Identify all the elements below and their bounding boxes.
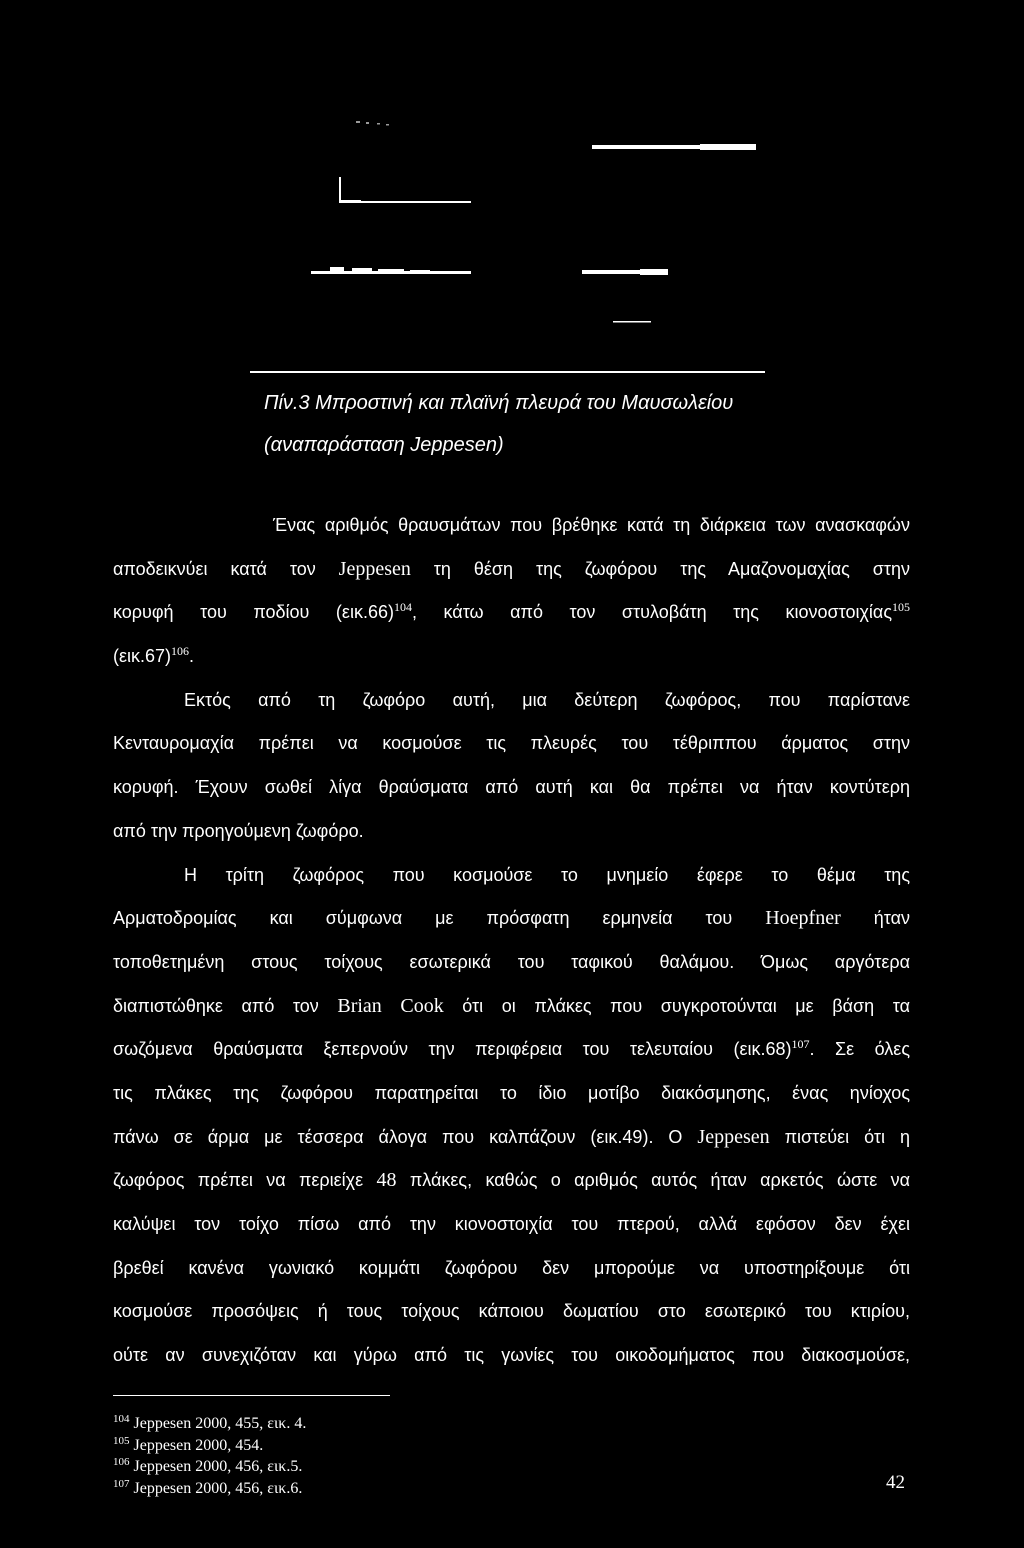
footnote (113, 1413, 306, 1435)
footnotes (113, 1413, 306, 1500)
text-segment: ότι οι πλάκες που συγκροτούνται με βάση τα (443, 995, 910, 1016)
text-segment: κοσμούσε προσόψεις ή τους τοίχους κάποιου δωματίου στο εσωτερικό του κτιρίου, (113, 1301, 910, 1322)
text-segment: κορυφή. Έχουν σωθεί λίγα θραύσματα από αυτή και θα πρέπει να ήταν κοντύτερη (113, 777, 910, 798)
text-segment: Ένας αριθμός θραυσμάτων που βρέθηκε κατά τη διάρκεια των ανασκαφών (273, 515, 910, 535)
figure-fragment-line (330, 267, 344, 274)
footnote-text: Jeppesen 2000, 454. (133, 1436, 264, 1454)
figure-fragment-mark (366, 122, 369, 124)
figure-fragment-line (378, 269, 404, 274)
text-segment: τοποθετημένη στους τοίχους εσωτερικά του ταφικού θαλάμου. Όμως αργότερα (113, 951, 910, 972)
author-name: Jeppesen (697, 1125, 770, 1148)
text-segment: Εκτός από τη ζωφόρο αυτή, μια δεύτερη ζωφόρος, που παρίστανε (184, 689, 910, 710)
text-line (113, 1159, 910, 1203)
paragraph (113, 854, 910, 1378)
caption-line: (αναπαράσταση Jeppesen) (264, 434, 504, 456)
text-line (113, 854, 910, 898)
footnote-ref-superscript: 107 (791, 1037, 810, 1052)
text-line (113, 1203, 910, 1247)
caption-rule (250, 371, 765, 373)
text-line (113, 504, 910, 548)
figure-fragment-line (640, 269, 668, 275)
figure-fragment-line (613, 321, 651, 323)
text-line (113, 591, 910, 635)
footnote-text: Jeppesen 2000, 456, εικ.6. (133, 1480, 303, 1498)
text-segment: , κάτω από τον στυλοβάτη της κιονοστοιχίας (411, 602, 892, 623)
caption-line: Πίν.3 Μπροστινή και πλαϊνή πλευρά του Μαυσωλείου (264, 392, 734, 414)
figure-fragment-mark (386, 124, 389, 126)
text-segment: ζωφόρος πρέπει να περιείχε (113, 1170, 377, 1191)
text-line (113, 1334, 910, 1378)
figure-fragment-line (410, 270, 430, 274)
text-line (113, 1290, 910, 1334)
text-line (113, 1247, 910, 1291)
number-value: 48 (376, 1169, 397, 1192)
footnote-text: Jeppesen 2000, 455, εικ. 4. (133, 1415, 307, 1432)
text-segment: πιστεύει ότι η (769, 1126, 910, 1147)
author-name: Brian Cook (337, 994, 444, 1017)
footnote-text: Jeppesen 2000, 456, εικ.5. (133, 1458, 303, 1476)
text-segment: βρεθεί κανένα γωνιακό κομμάτι ζωφόρου δεν μπορούμε να υποστηρίξουμε ότι (113, 1257, 910, 1278)
figure-fragment-line (339, 200, 361, 203)
text-segment: αποδεικνύει κατά τον (113, 558, 339, 579)
footnote (113, 1456, 306, 1478)
text-line (113, 635, 910, 679)
text-segment: ήταν (840, 908, 910, 929)
body-text (113, 504, 910, 1378)
text-segment: . (189, 646, 195, 667)
text-line (113, 1116, 910, 1160)
text-segment: Αρματοδρομίας και σύμφωνα με πρόσφατη ερμηνεία του (113, 908, 766, 929)
text-line (113, 985, 910, 1029)
footnote-ref-superscript: 105 (892, 600, 910, 615)
figure-fragment-mark (356, 121, 360, 123)
text-line (113, 1072, 910, 1116)
footnote-number: 104 (113, 1413, 130, 1425)
figure-fragment-mark (377, 123, 380, 125)
figure-fragment-line (352, 268, 372, 274)
paragraph (113, 504, 910, 679)
footnote-ref-superscript: 106 (171, 644, 190, 659)
footnote-number: 105 (113, 1434, 130, 1447)
text-segment: κορυφή του ποδίου (εικ.66) (113, 602, 394, 623)
author-name: Jeppesen (338, 557, 411, 580)
footnote (113, 1478, 306, 1500)
paragraph (113, 679, 910, 854)
text-line (113, 897, 910, 941)
text-segment: σωζόμενα θραύσματα ξεπερνούν την περιφέρεια του τελευταίου (εικ.68) (113, 1039, 792, 1060)
page-number: 42 (886, 1472, 905, 1493)
text-segment: . Σε όλες (809, 1039, 910, 1060)
text-line (113, 810, 910, 854)
text-segment: καλύψει τον τοίχο πίσω από την κιονοστοιχία του πτερού, αλλά εφόσον δεν έχει (113, 1214, 910, 1234)
text-segment: διαπιστώθηκε από τον (113, 995, 338, 1016)
figure-fragment-line (700, 144, 756, 150)
text-segment: Κενταυρομαχία πρέπει να κοσμούσε τις πλευρές του τέθριππου άρματος στην (113, 733, 910, 754)
text-line (113, 1028, 910, 1072)
figure-fragment-line (339, 177, 341, 200)
text-segment: ούτε αν συνεχιζόταν και γύρω από τις γωνίες του οικοδομήματος που διακοσμούσε, (113, 1345, 910, 1366)
text-segment: πάνω σε άρμα με τέσσερα άλογα που καλπάζουν (εικ.49). Ο (113, 1126, 698, 1147)
footnote-number: 106 (113, 1456, 130, 1469)
text-line (113, 679, 910, 723)
figure-caption (264, 382, 733, 466)
footnote-number: 107 (113, 1478, 130, 1491)
text-line (113, 941, 910, 985)
footnote-ref-superscript: 104 (393, 600, 412, 615)
text-line (113, 766, 910, 810)
plate-figure-remnant (0, 0, 1024, 380)
text-line (113, 722, 910, 766)
text-segment: (εικ.67) (113, 646, 172, 667)
text-segment: τη θέση της ζωφόρου της Αμαζονομαχίας στην (410, 558, 910, 579)
footnote (113, 1435, 306, 1457)
text-segment: Η τρίτη ζωφόρος που κοσμούσε το μνημείο έφερε το θέμα της (184, 864, 910, 885)
text-segment: τις πλάκες της ζωφόρου παρατηρείται το ίδιο μοτίβο διακόσμησης, ένας ηνίοχος (113, 1082, 910, 1103)
text-line (113, 548, 910, 592)
text-segment: πλάκες, καθώς ο αριθμός αυτός ήταν αρκετός ώστε να (396, 1170, 911, 1191)
footnote-separator (113, 1395, 390, 1396)
text-segment: από την προηγούμενη ζωφόρο. (113, 820, 364, 841)
author-name: Hoepfner (765, 907, 841, 930)
